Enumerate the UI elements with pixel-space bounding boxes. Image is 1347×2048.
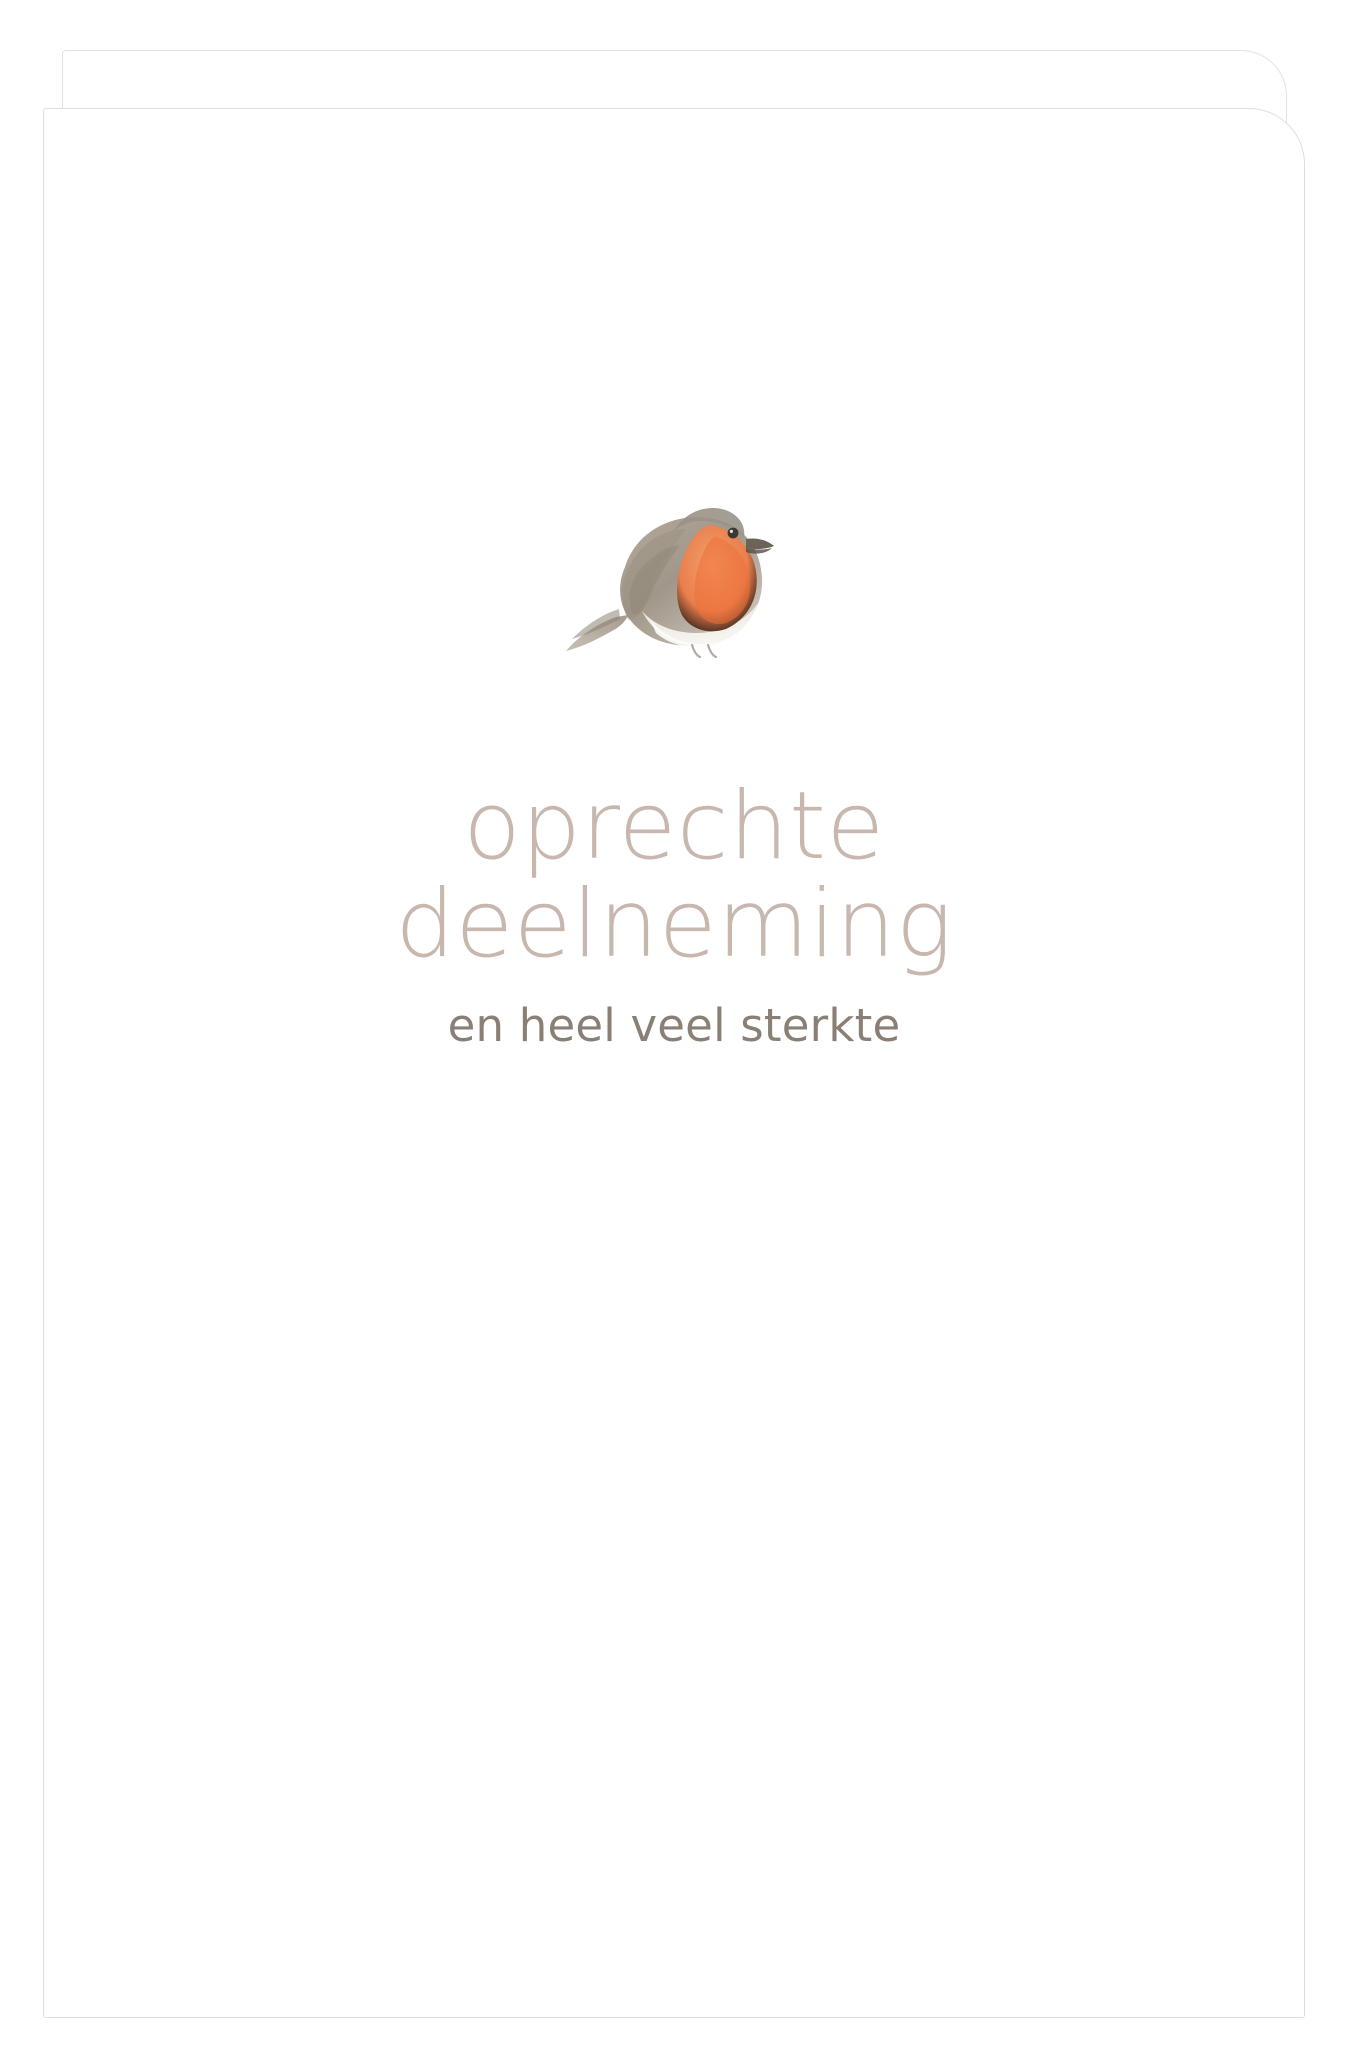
robin-bird-icon	[524, 469, 824, 669]
greeting-block	[44, 772, 1304, 1052]
greeting-line-2: deelneming	[395, 869, 953, 979]
robin-bird-illustration	[524, 469, 824, 669]
card-content	[44, 109, 1304, 2017]
card-front-panel	[43, 108, 1305, 2018]
greeting-line-1: oprechte	[463, 772, 885, 881]
greeting-subtitle: en heel veel sterkte	[447, 998, 901, 1052]
